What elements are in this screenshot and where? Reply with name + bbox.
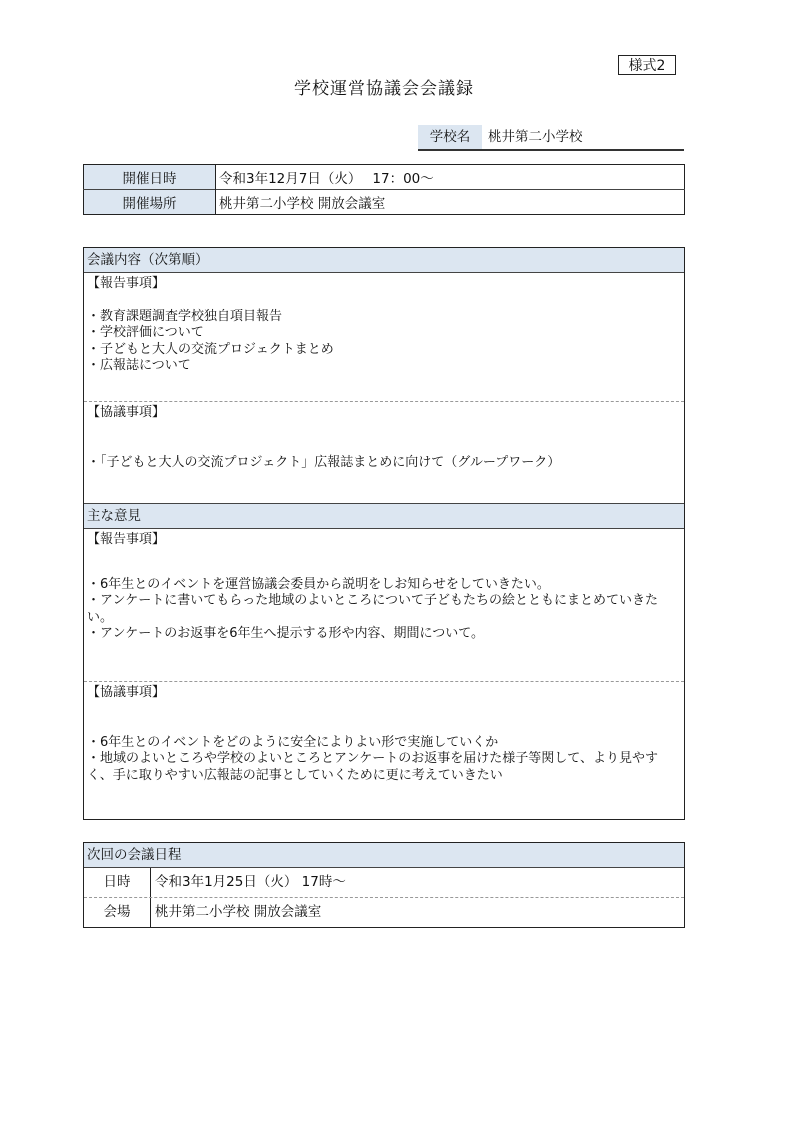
- school-name-value: 桃井第二小学校: [488, 129, 583, 145]
- list-item: ・「子どもと大人の交流プロジェクト」広報誌まとめに向けて（グループワーク）: [87, 454, 561, 470]
- list-item: ・6年生とのイベントをどのように安全によりよい形で実施していくか: [87, 734, 499, 750]
- next-venue-label: 会場: [84, 898, 151, 927]
- list-item: ・アンケートに書いてもらった地域のよいところについて子どもたちの絵とともにまとめていきたい。: [87, 593, 658, 625]
- agenda-report-list: [87, 309, 681, 375]
- agenda-discussion-list: [87, 455, 681, 472]
- opinions-report-list: [87, 577, 681, 643]
- opinions-discussion-list: [87, 735, 681, 785]
- agenda-discussion-section: [84, 401, 684, 503]
- form-number-badge: 様式2: [618, 55, 676, 75]
- date-label: 開催日時: [84, 165, 216, 190]
- opinions-discussion-section: [84, 681, 684, 819]
- next-date-value: 令和3年1月25日（火） 17時～: [155, 874, 346, 890]
- date-value: 令和3年12月7日（火） 17：00～: [219, 171, 434, 187]
- section-title: 【協議事項】: [87, 685, 166, 700]
- table-row: [84, 868, 684, 897]
- next-date-label: 日時: [84, 868, 151, 897]
- next-meeting-box: [83, 842, 685, 928]
- section-title: 【報告事項】: [87, 276, 166, 291]
- agenda-header: 会議内容（次第順）: [84, 248, 684, 273]
- minutes-content: [83, 247, 685, 820]
- list-item: ・教育課題調査学校独自項目報告: [87, 308, 283, 324]
- table-row: [84, 897, 684, 927]
- meeting-info-table: [83, 164, 685, 215]
- opinions-report-section: [84, 529, 684, 681]
- list-item: ・子どもと大人の交流プロジェクトまとめ: [87, 341, 334, 357]
- list-item: ・広報誌について: [87, 358, 191, 373]
- venue-value: 桃井第二小学校 開放会議室: [216, 190, 685, 215]
- list-item: ・学校評価について: [87, 325, 204, 340]
- list-item: ・6年生とのイベントを運営協議会委員から説明をしお知らせをしていきたい。: [87, 576, 550, 592]
- opinions-header: 主な意見: [84, 503, 684, 529]
- list-item: ・地域のよいところや学校のよいところとアンケートのお返事を届けた様子等関して、より見やすく、手に取りやすい広報誌の記事としていくために更に考えていきたい: [87, 751, 658, 783]
- document-title: 学校運営協議会会議録: [294, 79, 474, 99]
- school-name-label: 学校名: [418, 125, 482, 149]
- table-row: [84, 165, 685, 190]
- section-title: 【協議事項】: [87, 405, 166, 420]
- agenda-report-section: [84, 273, 684, 401]
- next-meeting-header: 次回の会議日程: [84, 843, 684, 868]
- table-row: [84, 190, 685, 215]
- venue-label: 開催場所: [84, 190, 216, 215]
- section-title: 【報告事項】: [87, 532, 166, 547]
- school-name-field: [418, 125, 684, 151]
- next-venue-value: 桃井第二小学校 開放会議室: [155, 904, 322, 920]
- list-item: ・アンケートのお返事を6年生へ提示する形や内容、期間について。: [87, 626, 484, 641]
